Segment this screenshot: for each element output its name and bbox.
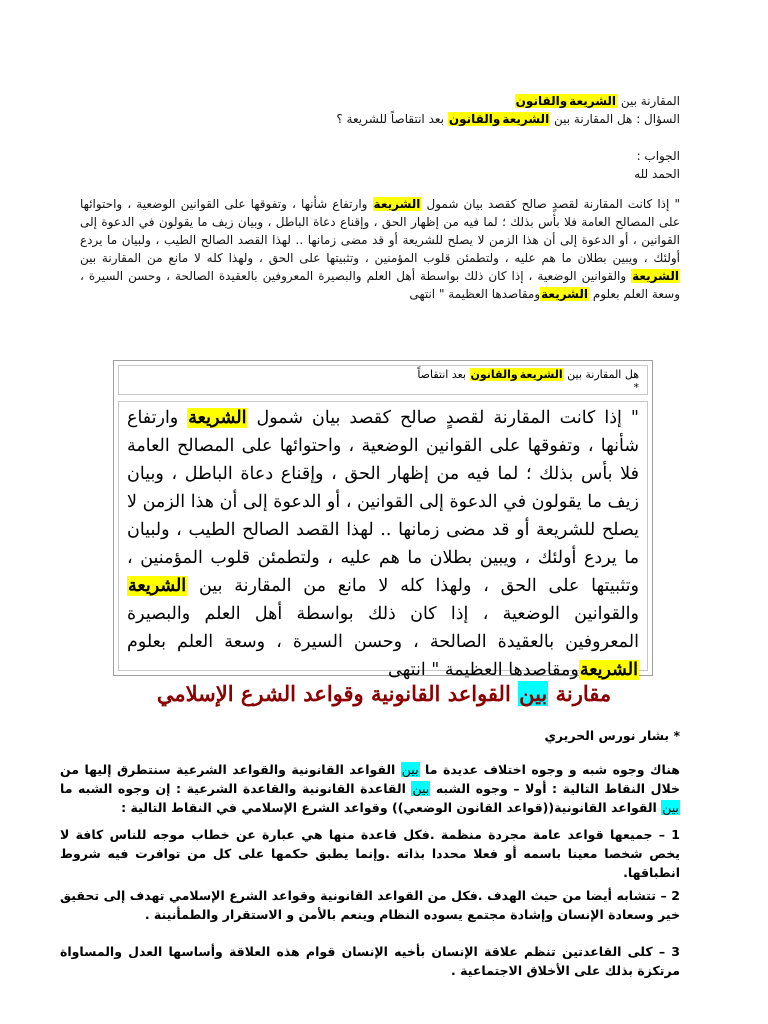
- highlight-shariah: الشريعة: [373, 197, 421, 211]
- intro-paragraph: هناك وجوه شبه و وجوه اختلاف عديدة ما بين القواعد القانونية والقواعد الشرعية سنتطرق إليها من خلال النقاط التالية : أولا – وجوه الشبه بين القاعدة القانونية والقاعدة الشرعية : إن وجوه الشبه ما بين القواعد القانونية((قواعد القانون الوضعي)) وقواعد الشرع الإسلامي في النقاط التالية :: [60, 762, 680, 815]
- highlight-and-law: والقانون: [515, 94, 568, 108]
- article-title: مقارنة بين القواعد القانونية وقواعد الشرع الإسلامي: [156, 681, 612, 706]
- highlight-shariah: الشريعة: [569, 94, 617, 108]
- highlight-shariah: الشريعة: [579, 660, 638, 680]
- highlight-shariah: الشريعة: [541, 287, 588, 301]
- highlight-shariah: الشريعة: [502, 112, 550, 126]
- praise-line: الحمد لله: [634, 167, 680, 181]
- question-line: السؤال : هل المقارنة بين الشريعةوالقانون بعد انتقاصاً للشريعة ؟: [336, 112, 680, 126]
- answer-block: [80, 147, 680, 183]
- author-line: * بشار نورس الحريري: [544, 728, 680, 743]
- highlight-shariah: الشريعة: [188, 408, 247, 428]
- table-star: *: [633, 381, 639, 394]
- highlight-between: بين: [662, 800, 679, 815]
- point-3: 3 – كلى القاعدتين تنظم علاقة الإنسان بأخيه الإنسان قوام هذه العلاقة وأساسها العدل والمساواة مرتكزة بذلك على الأخلاق الاجتماعية .: [60, 944, 680, 978]
- highlight-shariah: الشريعة: [632, 269, 679, 283]
- heading-block: [80, 92, 680, 128]
- highlight-and-law: والقانون: [448, 112, 501, 126]
- highlight-between: بين: [412, 781, 430, 796]
- answer-label: الجواب :: [636, 149, 680, 163]
- quote-table-header: هل المقارنة بين الشريعةوالقانون بعد انتقاصاً *: [118, 365, 648, 395]
- point-1: 1 – جميعها قواعد عامة مجردة منظمة .فكل قاعدة منها هي عبارة عن خطاب موجه للناس كافة لا يخص شخصا معينا باسمه أو فعلا محددا بذاته .وإنما يطبق حكمها على كل من توافرت فيه شروط انطباقها.: [60, 827, 680, 880]
- quote-table: [113, 360, 653, 680]
- quote-table-body: " إذا كانت المقارنة لقصدٍ صالح كقصد بيان شمول الشريعة وارتفاع شأنها ، وتفوقها على القوانين الوضعية ، واحتوائها على المصالح العامة فلا بأس بذلك ؛ لما فيه من إظهار الحق ، وإقناع دعاة الباطل ، وبيان زيف ما يقولون في الدعوة إلى القوانين ، أو الدعوة إلى أن هذا الزمن لا يصلح للشريعة أو قد مضى زمانها .. لهذا القصد الصالح الطيب ، ولبيان ما يردع أولئك ، ويبين بطلان ما هم عليه ، ولتطمئن قلوب المؤمنين ، وتثبيتها على الحق ، ولهذا كله لا مانع من المقارنة بين الشريعة والقوانين الوضعية ، إذا كان ذلك بواسطة أهل العلم والبصيرة المعروفين بالعقيدة الصالحة ، وحسن السيرة ، وسعة العلم بعلوم الشريعةومقاصدها العظيمة " انتهى: [118, 401, 648, 671]
- comparison-heading: المقارنة بين الشريعةوالقانون: [515, 94, 680, 108]
- highlight-shariah: الشريعة: [128, 576, 187, 596]
- point-2: 2 – تتشابه أيضا من حيث الهدف .فكل من القواعد القانونية وقواعد الشرع الإسلامي تهدف إلى تحقيق خير وسعادة الإنسان وإشادة مجتمع يسوده النظام وينعم بالأمن و الاستقرار والطمأنينة .: [60, 888, 680, 922]
- highlight-between: بين: [401, 762, 419, 777]
- quote-paragraph: " إذا كانت المقارنة لقصدٍ صالح كقصد بيان شمول الشريعة وارتفاع شأنها ، وتفوقها على القوانين الوضعية ، واحتوائها على المصالح العامة فلا بأس بذلك ؛ لما فيه من إظهار الحق ، وإقناع دعاة الباطل ، وبيان زيف ما يقولون في الدعوة إلى القوانين ، أو الدعوة إلى أن هذا الزمن لا يصلح للشريعة أو قد مضى زمانها .. لهذا القصد الصالح الطيب ، ولبيان ما يردع أولئك ، ويبين بطلان ما هم عليه ، ولتطمئن قلوب المؤمنين ، وتثبيتها على الحق ، ولهذا كله لا مانع من المقارنة بين الشريعة والقوانين الوضعية ، إذا كان ذلك بواسطة أهل العلم والبصيرة المعروفين بالعقيدة الصالحة ، وحسن السيرة ، وسعة العلم بعلوم الشريعةومقاصدها العظيمة " انتهى: [80, 197, 680, 301]
- highlight-and-law: والقانون: [470, 368, 518, 381]
- highlight-shariah: الشريعة: [519, 368, 563, 381]
- highlight-between: بين: [519, 681, 548, 706]
